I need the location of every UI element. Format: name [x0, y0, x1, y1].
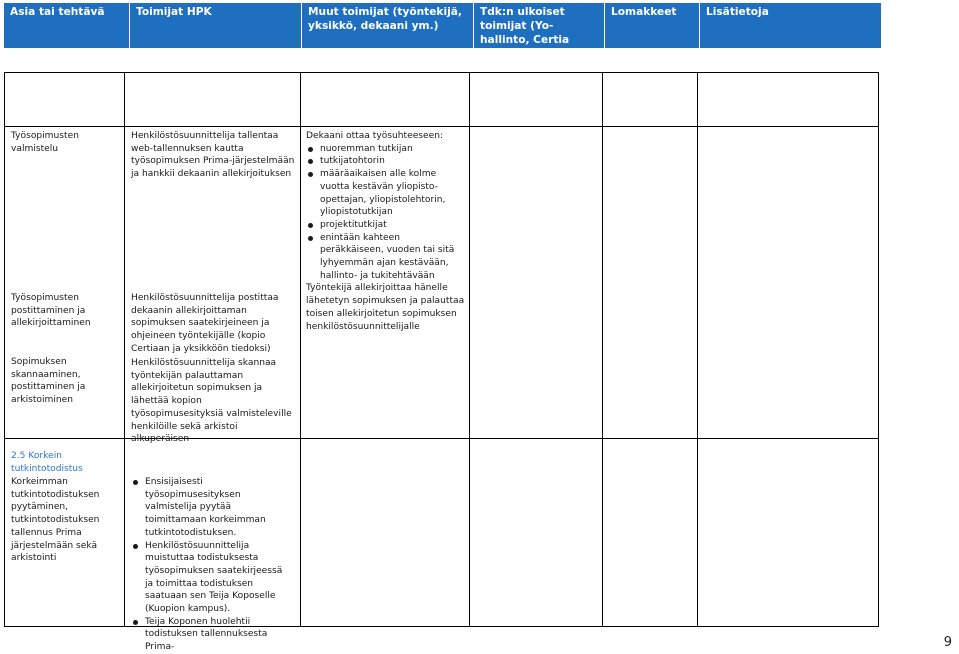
grid-line — [124, 72, 125, 627]
page-number: 9 — [943, 635, 952, 650]
employee-signing-text: Työntekijä allekirjoittaa hänelle lähetetyn sopimuksen ja palauttaa toisen allekirjoitetun sopimuksen henkilöstösuunnittelijalle — [306, 283, 465, 332]
degree-process-block — [131, 476, 293, 654]
grid-line — [469, 72, 470, 627]
grid-line — [697, 72, 698, 627]
dean-hiring-list — [306, 143, 466, 283]
list-item: nuoremman tutkijan — [306, 143, 466, 156]
list-item: tutkijatohtorin — [306, 155, 466, 168]
hpk-signing-text: Henkilöstösuunnittelija postittaa dekaanin allekirjoittaman sopimuksen saatekirjeineen ja ohjeineen työntekijälle (kopio Certiaan ja yksikköön tiedoksi) — [131, 293, 279, 354]
header-external: Tdk:n ulkoiset toimijat (Yo-hallinto, Certia ym.) — [474, 3, 605, 48]
dean-intro: Dekaani ottaa työsuhteeseen: — [306, 131, 444, 141]
header-other: Muut toimijat (työntekijä, yksikkö, dekaani ym.) — [302, 3, 474, 48]
hpk-scanning-text: Henkilöstösuunnittelija skannaa työntekijän palauttaman allekirjoitetun sopimuksen ja lähettää kopion työsopimusesityksiä valmisteleville henkilöille sekä arkistoi alkuperäisen — [131, 358, 292, 445]
degree-process-list — [131, 476, 293, 654]
task-prep: Työsopimusten valmistelu — [11, 131, 79, 154]
grid-line — [4, 72, 879, 73]
list-item: Teija Koponen huolehtii todistuksen tallennuksesta Prima- — [131, 616, 293, 654]
task-signing: Työsopimusten postittaminen ja allekirjoittaminen — [11, 293, 91, 329]
task-degree: Korkeimman tutkintotodistuksen pyytäminen, tutkintotodistuksen tallennus Prima järjestelmään sekä arkistointi — [11, 477, 100, 564]
grid-line — [602, 72, 603, 627]
section-title: 2.5 Korkein tutkintotodistus — [11, 451, 83, 474]
list-item: Henkilöstösuunnittelija muistuttaa todistuksesta työsopimuksen saatekirjeessä ja toimittaa todistuksen saatuaan sen Teija Koposelle (Kuopion kampus). — [131, 540, 293, 616]
grid-line — [300, 72, 301, 627]
list-item: enintään kahteen peräkkäiseen, vuoden tai sitä lyhyemmän ajan kestävään, hallinto- ja tukitehtävään — [306, 232, 466, 283]
dean-hiring-block — [306, 130, 466, 333]
grid-line — [4, 126, 879, 127]
header-task: Asia tai tehtävä — [4, 3, 130, 48]
header-info: Lisätietoja — [700, 3, 882, 48]
hpk-prep-text: Henkilöstösuunnittelija tallentaa web-tallennuksen kautta työsopimuksen Prima-järjestelmään ja hankkii dekaanin allekirjoituksen — [131, 131, 295, 180]
header-hpk: Toimijat HPK — [130, 3, 302, 48]
list-item: määräaikaisen alle kolme vuotta kestävän yliopisto-opettajan, yliopistolehtorin, yliopistotutkijan — [306, 168, 466, 219]
list-item: Ensisijaisesti työsopimusesityksen valmistelija pyytää toimittamaan korkeimman tutkintotodistuksen. — [131, 476, 293, 540]
header-forms: Lomakkeet — [605, 3, 700, 48]
grid-line — [878, 72, 879, 627]
grid-line — [4, 72, 5, 627]
list-item: projektitutkijat — [306, 219, 466, 232]
task-scanning: Sopimuksen skannaaminen, postittaminen ja arkistoiminen — [11, 357, 86, 406]
